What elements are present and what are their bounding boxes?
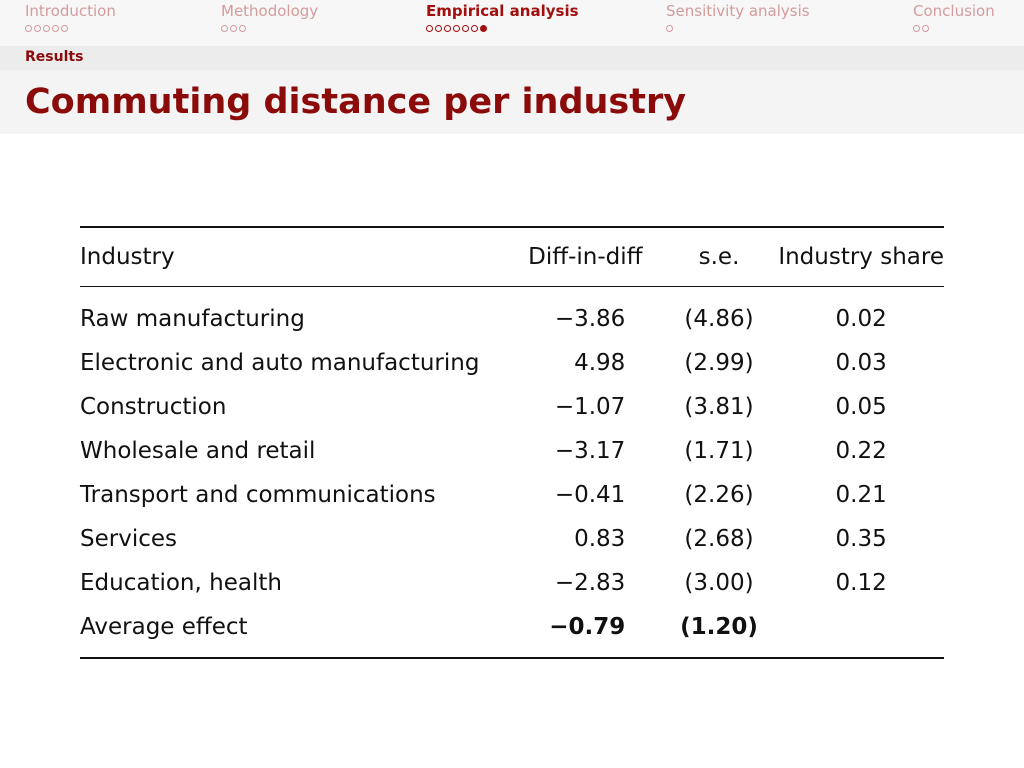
table-row (80, 473, 944, 517)
cell-diff-in-diff: −1.07 (554, 394, 626, 420)
nav-section-conclusion[interactable] (913, 2, 995, 33)
cell-se: (2.26) (684, 482, 754, 508)
cell-se: (2.99) (684, 350, 754, 376)
frame-title-bar (0, 70, 1024, 134)
table-row (80, 287, 944, 342)
nav-frame-dot[interactable] (922, 25, 929, 32)
results-table-container (80, 226, 944, 659)
cell-industry: Construction (80, 394, 227, 420)
header-industry-share: Industry share (778, 244, 944, 270)
cell-average-se: (1.20) (680, 614, 758, 640)
cell-industry: Education, health (80, 570, 282, 596)
nav-frame-dots (426, 24, 579, 33)
section-navigation (0, 0, 1024, 46)
cell-diff-in-diff: 4.98 (574, 350, 626, 376)
header-se: s.e. (698, 244, 740, 270)
nav-section-label: Empirical analysis (426, 2, 579, 20)
table-row (80, 561, 944, 605)
nav-frame-dot[interactable] (462, 25, 469, 32)
nav-frame-dots (221, 24, 318, 33)
cell-share: 0.02 (835, 306, 887, 332)
nav-frame-dot[interactable] (25, 25, 32, 32)
cell-se: (3.81) (684, 394, 754, 420)
nav-section-label: Methodology (221, 2, 319, 20)
table-row (80, 385, 944, 429)
nav-frame-dot[interactable] (221, 25, 228, 32)
cell-diff-in-diff: −0.41 (554, 482, 626, 508)
nav-frame-dot-current[interactable] (480, 25, 487, 32)
results-table (80, 226, 944, 659)
nav-frame-dot[interactable] (230, 25, 237, 32)
nav-section-label: Conclusion (913, 2, 995, 20)
cell-diff-in-diff: 0.83 (574, 526, 626, 552)
cell-se: (4.86) (684, 306, 754, 332)
nav-frame-dot[interactable] (43, 25, 50, 32)
nav-frame-dot[interactable] (61, 25, 68, 32)
cell-share: 0.22 (835, 438, 887, 464)
nav-section-label: Introduction (25, 2, 116, 20)
cell-average-share (778, 605, 944, 658)
cell-industry: Wholesale and retail (80, 438, 316, 464)
nav-frame-dot[interactable] (666, 25, 673, 32)
cell-share: 0.05 (835, 394, 887, 420)
nav-frame-dots (25, 24, 116, 33)
cell-share: 0.35 (835, 526, 887, 552)
cell-se: (3.00) (684, 570, 754, 596)
table-row (80, 517, 944, 561)
cell-average-label: Average effect (80, 614, 248, 640)
page-title: Commuting distance per industry (25, 82, 687, 122)
nav-frame-dots (666, 24, 810, 33)
cell-diff-in-diff: −3.17 (554, 438, 626, 464)
cell-diff-in-diff: −2.83 (554, 570, 626, 596)
nav-section-empirical-analysis[interactable] (426, 2, 579, 33)
cell-se: (1.71) (684, 438, 754, 464)
nav-section-methodology[interactable] (221, 2, 318, 33)
subsection-title: Results (25, 49, 84, 65)
header-industry: Industry (80, 244, 175, 270)
nav-section-label: Sensitivity analysis (666, 2, 810, 20)
nav-frame-dot[interactable] (444, 25, 451, 32)
nav-section-sensitivity-analysis[interactable] (666, 2, 810, 33)
table-row (80, 429, 944, 473)
table-header-row (80, 227, 944, 287)
header-diff-in-diff: Diff-in-diff (528, 244, 643, 270)
nav-frame-dot[interactable] (453, 25, 460, 32)
subsection-bar (0, 46, 1024, 70)
nav-frame-dots (913, 24, 995, 33)
nav-frame-dot[interactable] (913, 25, 920, 32)
cell-industry: Transport and communications (80, 482, 436, 508)
cell-industry: Electronic and auto manufacturing (80, 350, 480, 376)
nav-frame-dot[interactable] (52, 25, 59, 32)
table-row-average (80, 605, 944, 658)
cell-diff-in-diff: −3.86 (554, 306, 626, 332)
cell-industry: Raw manufacturing (80, 306, 305, 332)
nav-frame-dot[interactable] (34, 25, 41, 32)
nav-section-introduction[interactable] (25, 2, 116, 33)
nav-frame-dot[interactable] (239, 25, 246, 32)
table-row (80, 341, 944, 385)
cell-share: 0.03 (835, 350, 887, 376)
nav-frame-dot[interactable] (426, 25, 433, 32)
cell-share: 0.21 (835, 482, 887, 508)
nav-frame-dot[interactable] (471, 25, 478, 32)
nav-frame-dot[interactable] (435, 25, 442, 32)
cell-industry: Services (80, 526, 177, 552)
cell-average-diff-in-diff: −0.79 (549, 614, 626, 640)
cell-se: (2.68) (684, 526, 754, 552)
cell-share: 0.12 (835, 570, 887, 596)
